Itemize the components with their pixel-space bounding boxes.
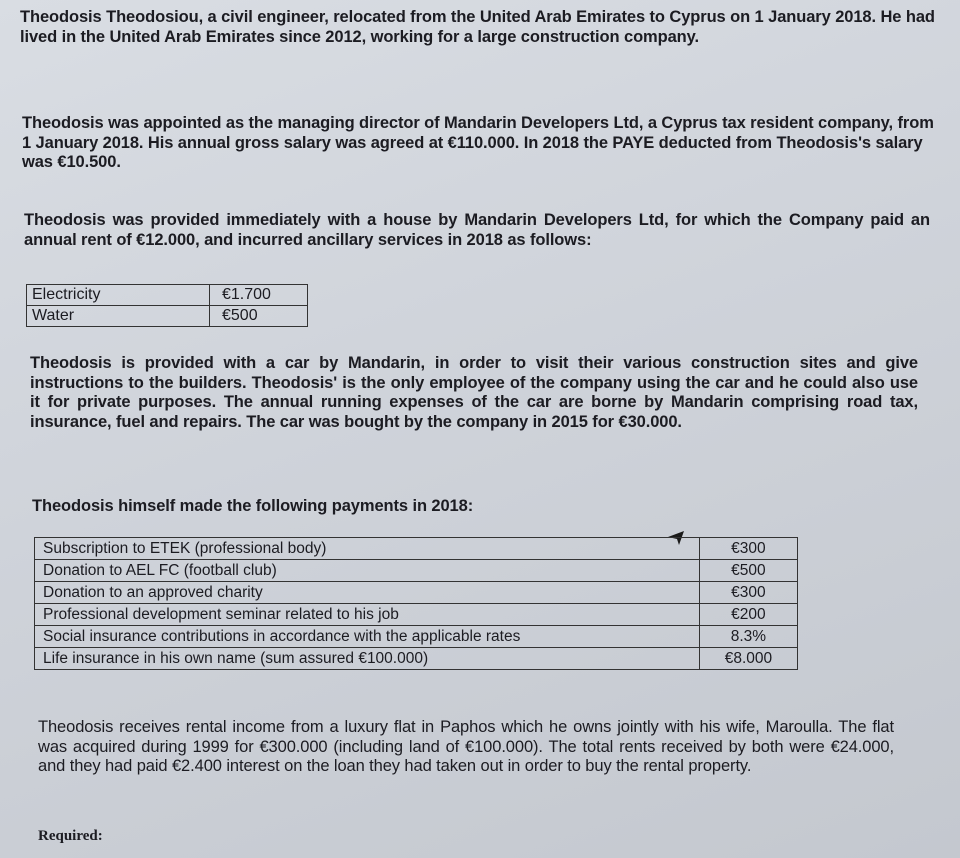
payment-amount: €200 <box>699 604 797 626</box>
table-row <box>35 626 798 648</box>
ancillary-item: Water <box>27 306 210 327</box>
payment-item: Donation to AEL FC (football club) <box>35 560 700 582</box>
payments-table <box>34 537 798 670</box>
paragraph-car: Theodosis is provided with a car by Mandarin, in order to visit their various construction sites and give instructions to the builders. Theodosis' is the only employee of the company using the car and he could also use it for private purposes. The annual running expenses of the car are borne by Mandarin comprising road tax, insurance, fuel and repairs. The car was bought by the company in 2015 for €30.000. <box>30 354 918 431</box>
paragraph-house: Theodosis was provided immediately with a house by Mandarin Developers Ltd, for which the Company paid an annual rent of €12.000, and incurred ancillary services in 2018 as follows: <box>24 211 930 249</box>
required-heading: Required: <box>38 828 103 844</box>
ancillary-item: Electricity <box>27 285 210 306</box>
paragraph-appointment: Theodosis was appointed as the managing director of Mandarin Developers Ltd, a Cyprus tax resident company, from 1 January 2018. His annual gross salary was agreed at €110.000. In 2018 the PAYE deducted from Theodosis's salary was €10.500. <box>22 114 934 171</box>
table-row <box>27 306 308 327</box>
ancillary-services-table <box>26 284 308 327</box>
payment-item: Subscription to ETEK (professional body) <box>35 538 700 560</box>
ancillary-amount: €500 <box>210 306 308 327</box>
payment-amount: 8.3% <box>699 626 797 648</box>
payment-amount: €300 <box>699 538 797 560</box>
paragraph-background: Theodosis Theodosiou, a civil engineer, relocated from the United Arab Emirates to Cyprus on 1 January 2018. He had lived in the United Arab Emirates since 2012, working for a large construction company. <box>20 8 935 46</box>
table-row <box>35 582 798 604</box>
payment-item: Life insurance in his own name (sum assured €100.000) <box>35 648 700 670</box>
payment-item: Social insurance contributions in accordance with the applicable rates <box>35 626 700 648</box>
payment-item: Professional development seminar related to his job <box>35 604 700 626</box>
ancillary-amount: €1.700 <box>210 285 308 306</box>
paragraph-rental-income: Theodosis receives rental income from a luxury flat in Paphos which he owns jointly with his wife, Maroulla. The flat was acquired during 1999 for €300.000 (including land of €100.000). The total rents received by both were €24.000, and they had paid €2.400 interest on the loan they had taken out in order to buy the rental property. <box>38 718 894 775</box>
table-row <box>35 648 798 670</box>
table-row <box>35 538 798 560</box>
table-row <box>27 285 308 306</box>
table-row <box>35 604 798 626</box>
table-row <box>35 560 798 582</box>
payment-item: Donation to an approved charity <box>35 582 700 604</box>
paragraph-payments-intro: Theodosis himself made the following payments in 2018: <box>32 497 474 515</box>
payment-amount: €300 <box>699 582 797 604</box>
payment-amount: €8.000 <box>699 648 797 670</box>
payment-amount: €500 <box>699 560 797 582</box>
